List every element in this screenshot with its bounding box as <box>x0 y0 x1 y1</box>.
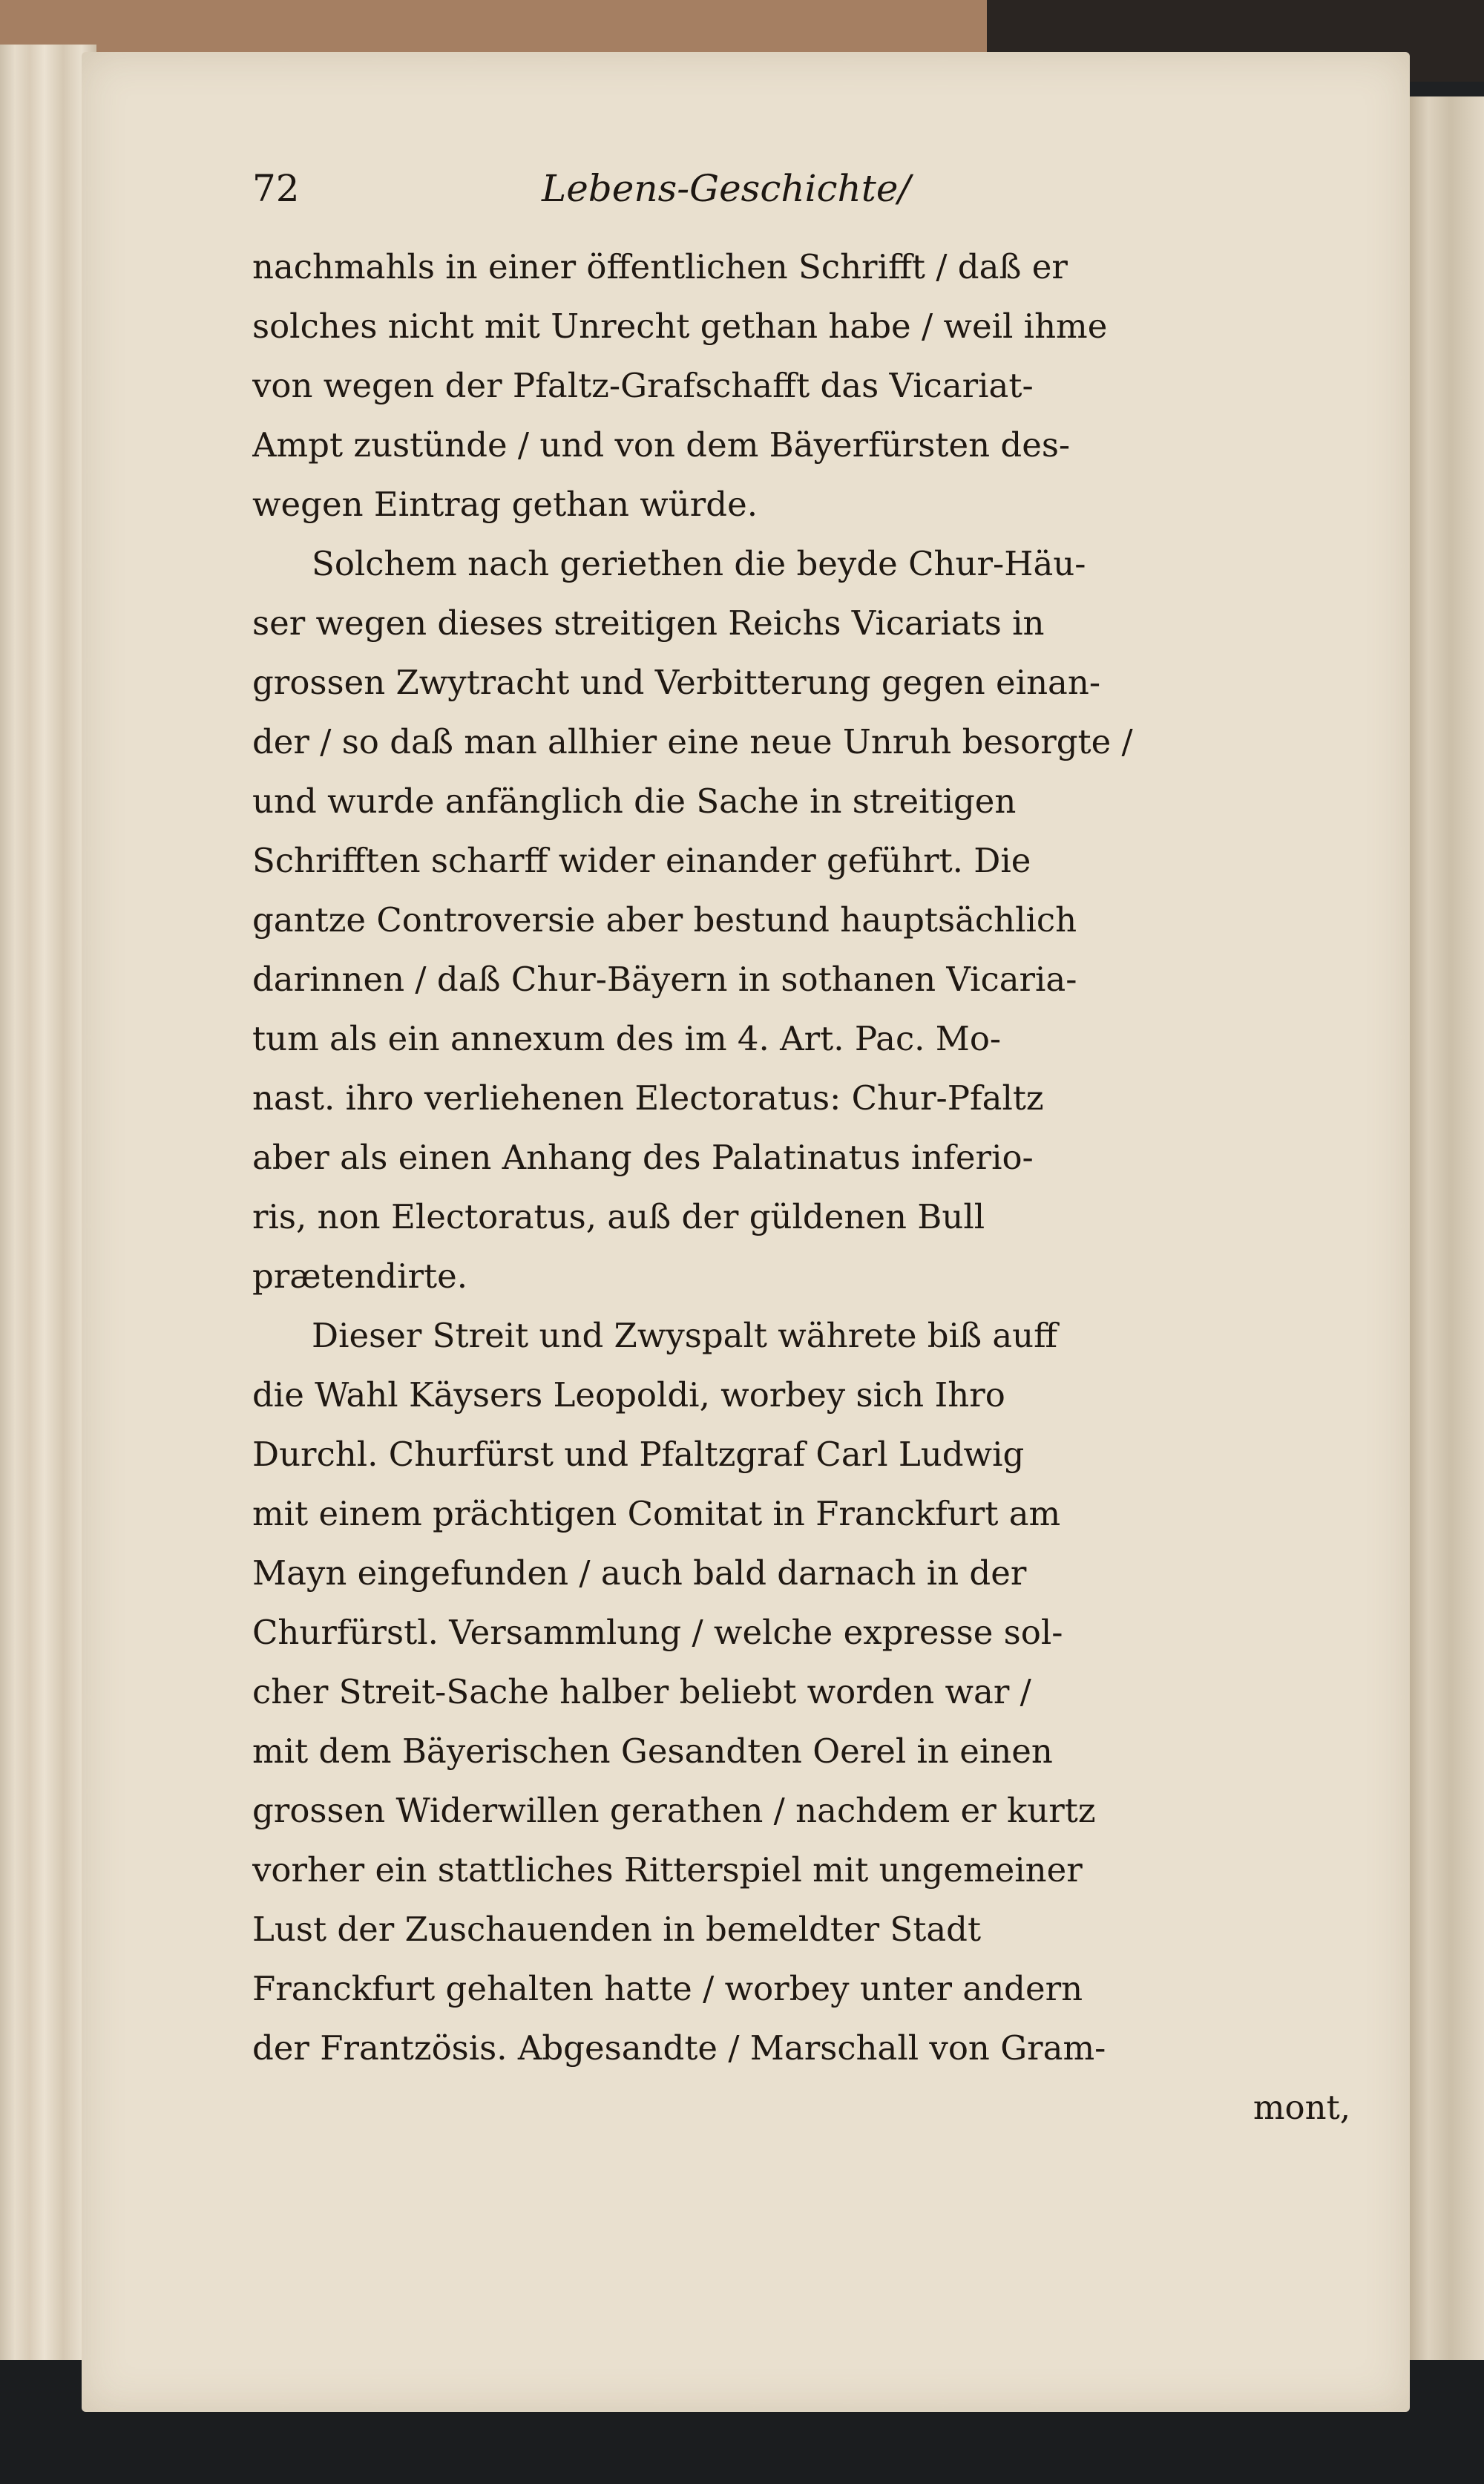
paragraph-start-line: Dieser Streit und Zwyspalt währete biß auff <box>312 1316 1058 1355</box>
text-line: Mayn eingefunden / auch bald darnach in der <box>252 1553 1027 1593</box>
text-line: Lust der Zuschauenden in bemeldter Stadt <box>252 1910 982 1949</box>
text-line: wegen Eintrag gethan würde. <box>252 485 758 524</box>
text-line: vorher ein stattliches Ritterspiel mit ungemeiner <box>252 1850 1083 1890</box>
text-line: ser wegen dieses streitigen Reichs Vicariats in <box>252 603 1045 643</box>
text-line: Franckfurt gehalten hatte / worbey unter andern <box>252 1969 1083 2008</box>
text-line: ris, non Electoratus, auß der güldenen Bull <box>252 1197 985 1236</box>
page-content <box>252 160 1350 2137</box>
right-page-edges <box>1406 96 1484 2397</box>
text-line: nast. ihro verliehenen Electoratus: Chur-Pfaltz <box>252 1078 1044 1118</box>
text-line: Schrifften scharff wider einander geführt. Die <box>252 841 1031 880</box>
text-line: Durchl. Churfürst und Pfaltzgraf Carl Ludwig <box>252 1435 1025 1474</box>
text-line: der / so daß man allhier eine neue Unruh besorgte / <box>252 722 1133 761</box>
text-line: aber als einen Anhang des Palatinatus inferio- <box>252 1138 1034 1177</box>
text-line: grossen Zwytracht und Verbitterung gegen einan- <box>252 663 1101 702</box>
text-line: gantze Controversie aber bestund hauptsächlich <box>252 900 1077 940</box>
paragraph-start-line: Solchem nach geriethen die beyde Chur-Häu- <box>312 544 1086 583</box>
text-line: nachmahls in einer öffentlichen Schrifft / daß er <box>252 247 1068 286</box>
text-line: tum als ein annexum des im 4. Art. Pac. Mo- <box>252 1019 1002 1058</box>
text-line: solches nicht mit Unrecht gethan habe / weil ihme <box>252 307 1108 346</box>
page-header <box>252 160 1350 237</box>
text-line: der Frantzösis. Abgesandte / Marschall von Gram- <box>252 2028 1106 2068</box>
text-line: prætendirte. <box>252 1256 468 1296</box>
text-line: die Wahl Käysers Leopoldi, worbey sich Ihro <box>252 1375 1005 1415</box>
text-line: cher Streit-Sache halber beliebt worden war / <box>252 1672 1031 1711</box>
running-title: Lebens-Geschichte/ <box>542 167 911 210</box>
book-spine-edge <box>0 0 987 52</box>
text-line: und wurde anfänglich die Sache in streitigen <box>252 781 1017 821</box>
text-line: mit dem Bäyerischen Gesandten Oerel in einen <box>252 1731 1053 1771</box>
text-line: mit einem prächtigen Comitat in Franckfurt am <box>252 1494 1061 1533</box>
text-line: darinnen / daß Chur-Bäyern in sothanen Vicaria- <box>252 960 1077 999</box>
text-line: Ampt zustünde / und von dem Bäyerfürsten des- <box>252 425 1071 465</box>
text-line: Churfürstl. Versammlung / welche expresse sol- <box>252 1613 1063 1652</box>
page-number: 72 <box>252 167 300 210</box>
catchword: mont, <box>1252 2088 1350 2127</box>
text-line: grossen Widerwillen gerathen / nachdem er kurtz <box>252 1791 1096 1830</box>
text-line: von wegen der Pfaltz-Grafschafft das Vicariat- <box>252 366 1034 405</box>
